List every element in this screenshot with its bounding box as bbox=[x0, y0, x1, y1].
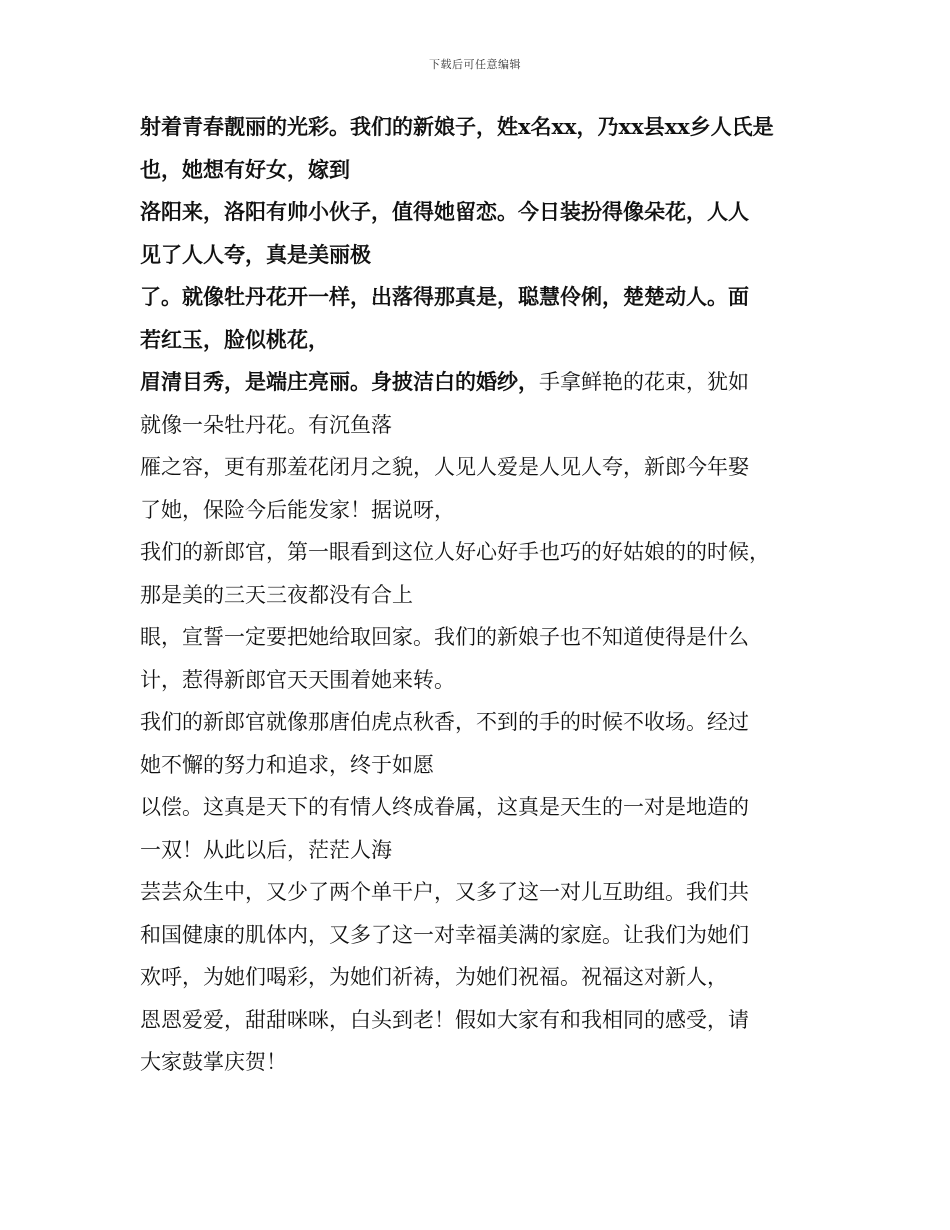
text-line bbox=[140, 659, 812, 702]
text-line bbox=[140, 531, 812, 574]
text-segment: 和国健康的肌体内，又多了这一对幸福美满的家庭。让我们为她们 bbox=[140, 922, 749, 947]
text-line bbox=[140, 191, 812, 234]
text-line bbox=[140, 149, 812, 192]
text-segment: 欢呼，为她们喝彩，为她们祈祷，为她们祝福。祝福这对新人， bbox=[140, 965, 728, 989]
document-body bbox=[140, 106, 812, 1084]
text-segment: 我们的新郎官，第一眼看到这位人好心好手也巧的好姑娘的的时候， bbox=[140, 540, 770, 564]
text-line bbox=[140, 1041, 812, 1084]
text-line bbox=[140, 914, 812, 957]
text-line bbox=[140, 319, 812, 362]
text-segment: 就像一朵牡丹花。有沉鱼落 bbox=[140, 412, 392, 437]
text-line bbox=[140, 701, 812, 744]
bold-text-segment: 射着青春靓丽的光彩。我们的新娘子，姓x名xx，乃xx县xx乡人氏是 bbox=[140, 114, 774, 139]
bold-text-segment: 眉清目秀，是端庄亮丽。身披洁白的婚纱， bbox=[140, 369, 539, 394]
text-line bbox=[140, 574, 812, 617]
bold-text-segment: 若红玉，脸似桃花， bbox=[140, 326, 329, 352]
text-segment: 了她，保险今后能发家！据说呀， bbox=[140, 497, 455, 522]
text-segment: 芸芸众生中，又少了两个单干户，又多了这一对儿互助组。我们共 bbox=[140, 880, 749, 904]
text-segment: 我们的新郎官就像那唐伯虎点秋香，不到的手的时候不收场。经过 bbox=[140, 710, 749, 734]
text-segment: 那是美的三天三夜都没有合上 bbox=[140, 582, 413, 607]
text-segment: 恩恩爱爱，甜甜咪咪，白头到老！假如大家有和我相同的感受，请 bbox=[140, 1007, 749, 1032]
text-segment: 一双！从此以后，茫茫人海 bbox=[140, 837, 392, 862]
bold-text-segment: 也，她想有好女，嫁到 bbox=[140, 156, 350, 182]
text-segment: 眼，宣誓一定要把她给取回家。我们的新娘子也不知道使得是什么 bbox=[140, 625, 749, 649]
text-line bbox=[140, 106, 812, 149]
bold-text-segment: 洛阳来，洛阳有帅小伙子，值得她留恋。今日装扮得像朵花，人人 bbox=[140, 199, 749, 224]
text-line bbox=[140, 871, 812, 914]
bold-text-segment: 了。就像牡丹花开一样，出落得那真是，聪慧伶俐，楚楚动人。面 bbox=[140, 284, 749, 309]
text-segment: 大家鼓掌庆贺！ bbox=[140, 1050, 287, 1074]
text-segment: 手拿鲜艳的花束，犹如 bbox=[539, 370, 749, 394]
text-line bbox=[140, 616, 812, 659]
text-line bbox=[140, 786, 812, 829]
text-line bbox=[140, 744, 812, 787]
text-line bbox=[140, 234, 812, 277]
page-header: 下载后可任意编辑 bbox=[429, 58, 521, 71]
text-segment: 她不懈的努力和追求，终于如愿 bbox=[140, 752, 434, 777]
text-line bbox=[140, 276, 812, 319]
text-segment: 以偿。这真是天下的有情人终成眷属，这真是天生的一对是地造的 bbox=[140, 795, 749, 819]
text-line bbox=[140, 361, 812, 404]
text-line bbox=[140, 489, 812, 532]
text-line bbox=[140, 446, 812, 489]
text-line bbox=[140, 404, 812, 447]
bold-text-segment: 见了人人夸，真是美丽极 bbox=[140, 241, 371, 267]
text-line bbox=[140, 829, 812, 872]
text-line bbox=[140, 999, 812, 1042]
text-segment: 雁之容，更有那羞花闭月之貌，人见人爱是人见人夸，新郎今年娶 bbox=[140, 455, 749, 479]
text-line bbox=[140, 956, 812, 999]
text-segment: 计，惹得新郎官天天围着她来转。 bbox=[140, 667, 455, 692]
